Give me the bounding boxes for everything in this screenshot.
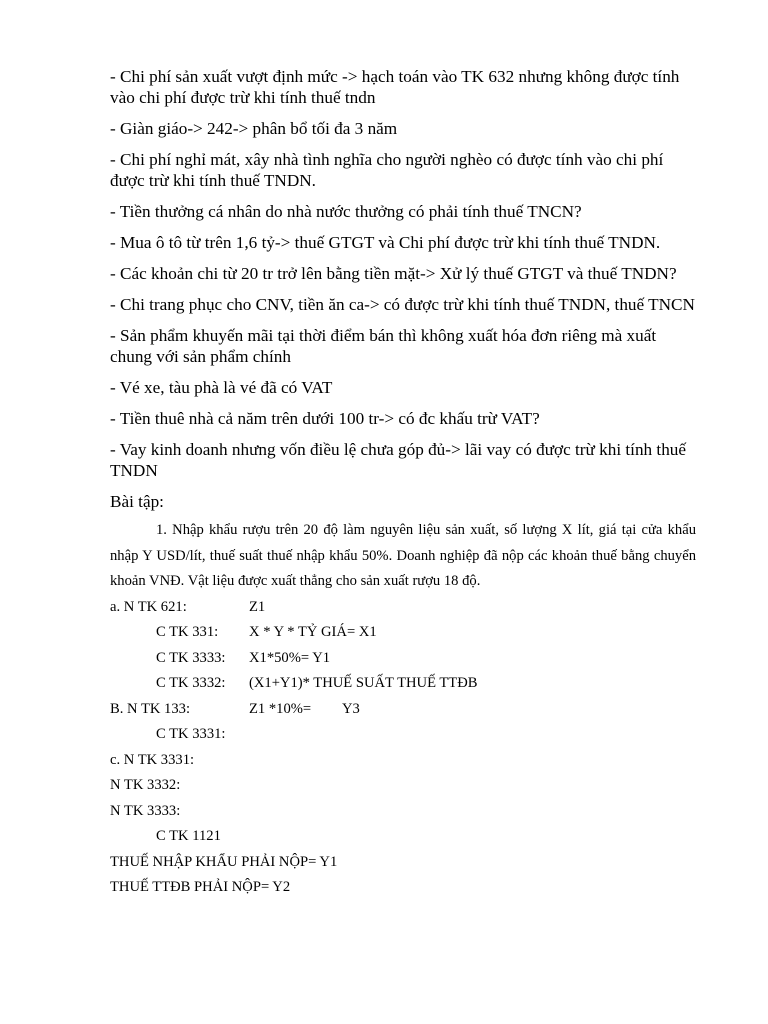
question-list — [110, 66, 696, 481]
question-item: - Sản phẩm khuyến mãi tại thời điểm bán thì không xuất hóa đơn riêng mà xuất chung với sản phẩm chính — [110, 326, 657, 366]
summary-line — [110, 850, 696, 876]
document-page — [110, 66, 696, 901]
question-item: - Chi trang phục cho CNV, tiền ăn ca-> có được trừ khi tính thuế TNDN, thuế TNCN — [110, 295, 695, 314]
journal-entries — [110, 595, 696, 901]
question-item: - Tiền thuê nhà cả năm trên dưới 100 tr-> có đc khấu trừ VAT? — [110, 409, 540, 428]
journal-account: C TK 3332: — [156, 675, 226, 691]
journal-row — [110, 671, 696, 697]
journal-account: C TK 1121 — [156, 828, 221, 844]
journal-value: (X1+Y1)* THUẾ SUẤT THUẾ TTĐB — [249, 675, 478, 691]
journal-row — [110, 697, 696, 723]
exercise-heading: Bài tập: — [110, 492, 164, 511]
journal-row — [110, 799, 696, 825]
special-tax-payable: THUẾ TTĐB PHẢI NỘP= Y2 — [110, 879, 291, 895]
journal-value: Z1 *10%= — [249, 700, 312, 717]
journal-row — [110, 646, 696, 672]
journal-value: X1*50%= Y1 — [249, 649, 331, 666]
journal-account: B. N TK 133: — [110, 700, 191, 717]
journal-row — [110, 595, 696, 621]
summary-line — [110, 875, 696, 901]
import-tax-payable: THUẾ NHẬP KHẨU PHẢI NỘP= Y1 — [110, 853, 338, 870]
question-item: - Tiền thưởng cá nhân do nhà nước thưởng có phải tính thuế TNCN? — [110, 202, 582, 221]
journal-account: a. N TK 621: — [110, 598, 187, 615]
question-item: - Các khoản chi từ 20 tr trở lên bằng tiền mặt-> Xử lý thuế GTGT và thuế TNDN? — [110, 264, 677, 283]
question-item: - Chi phí nghỉ mát, xây nhà tình nghĩa cho người nghèo có được tính vào chi phí được trừ khi tính thuế TNDN. — [110, 150, 664, 190]
journal-account: C TK 3333: — [156, 649, 226, 666]
question-item: - Mua ô tô từ trên 1,6 tỷ-> thuế GTGT và Chi phí được trừ khi tính thuế TNDN. — [110, 233, 661, 252]
question-item: - Chi phí sản xuất vượt định mức -> hạch toán vào TK 632 nhưng không được tính vào chi phí được trừ khi tính thuế tndn — [110, 67, 680, 107]
journal-row — [110, 748, 696, 774]
journal-account: c. N TK 3331: — [110, 751, 195, 768]
journal-value: Z1 — [249, 598, 266, 615]
journal-account: C TK 331: — [156, 624, 219, 640]
journal-account: N TK 3333: — [110, 802, 181, 819]
journal-value: X * Y * TỶ GIÁ= X1 — [249, 624, 377, 640]
question-item: - Giàn giáo-> 242-> phân bổ tối đa 3 năm — [110, 119, 398, 138]
journal-row — [110, 722, 696, 748]
exercise-paragraph: 1. Nhập khẩu rượu trên 20 độ làm nguyên liệu sản xuất, số lượng X lít, giá tại cửa khẩu nhập Y USD/lít, thuế suất thuế nhập khẩu 50%. Doanh nghiệp đã nộp các khoản thuế bằng chuyển khoản VNĐ. Vật liệu được xuất thẳng cho sản xuất rượu 18 độ. — [110, 522, 696, 589]
journal-account: N TK 3332: — [110, 777, 181, 793]
journal-row — [110, 824, 696, 850]
journal-account: C TK 3331: — [156, 726, 226, 742]
journal-result: Y3 — [342, 700, 360, 717]
journal-row — [110, 773, 696, 799]
journal-row — [110, 620, 696, 646]
question-item: - Vé xe, tàu phà là vé đã có VAT — [110, 378, 333, 397]
question-item: - Vay kinh doanh nhưng vốn điều lệ chưa góp đủ-> lãi vay có được trừ khi tính thuế TNDN — [110, 440, 687, 480]
